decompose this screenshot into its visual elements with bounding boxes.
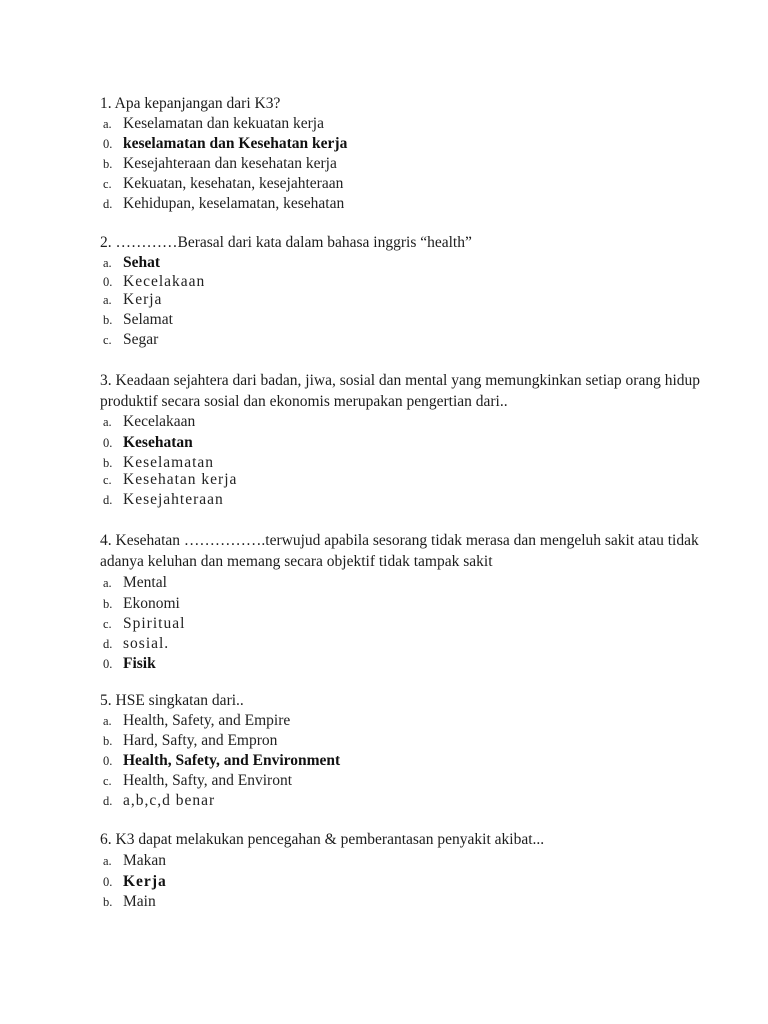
option-c	[100, 330, 720, 350]
question-3	[100, 370, 720, 510]
option-c	[100, 174, 720, 194]
option-text: Main	[123, 893, 156, 910]
option-text: Kerja	[123, 291, 163, 308]
option-text: Kesejahteraan dan kesehatan kerja	[123, 155, 337, 172]
option-text: Fisik	[123, 655, 156, 672]
option-text: Health, Safety, and Empire	[123, 712, 291, 729]
option-b	[100, 154, 720, 174]
option-c	[100, 470, 720, 490]
option-text: Kerja	[123, 873, 167, 890]
option-correct	[100, 654, 720, 674]
option-letter: a.	[103, 854, 112, 868]
option-b	[100, 892, 720, 912]
option-letter: b.	[103, 895, 113, 909]
option-text: Kecelakaan	[123, 273, 206, 290]
option-c	[100, 771, 720, 791]
question-6	[100, 829, 720, 912]
option-text: Kesejahteraan	[123, 491, 224, 508]
option-b	[100, 453, 720, 470]
option-letter: d.	[103, 794, 113, 808]
option-d	[100, 791, 720, 811]
option-letter: d.	[103, 637, 113, 651]
option-text: Health, Safety, and Environment	[123, 752, 341, 769]
option-a	[100, 572, 720, 594]
option-text: sosial.	[123, 635, 170, 652]
option-correct	[100, 872, 720, 892]
option-text: Kehidupan, keselamatan, kesehatan	[123, 195, 345, 212]
option-letter: a.	[103, 293, 112, 307]
question-text: 6. K3 dapat melakukan pencegahan & pemberantasan penyakit akibat...	[100, 831, 545, 848]
option-text: Hard, Safty, and Empron	[123, 732, 278, 749]
option-letter: 0.	[103, 436, 113, 450]
option-letter: c.	[103, 774, 112, 788]
option-letter: 0.	[103, 137, 113, 151]
option-text: a,b,c,d benar	[123, 792, 216, 809]
option-letter: a.	[103, 117, 112, 131]
question-text: 2. …………Berasal dari kata dalam bahasa inggris “health”	[100, 234, 472, 251]
option-correct	[100, 134, 720, 154]
option-b	[100, 594, 720, 614]
option-b	[100, 310, 720, 330]
question-text: 1. Apa kepanjangan dari K3?	[100, 95, 281, 112]
question-4	[100, 530, 720, 674]
option-0	[100, 273, 720, 290]
option-letter: b.	[103, 313, 113, 327]
option-d	[100, 634, 720, 654]
option-a	[100, 711, 720, 731]
option-letter: a.	[103, 415, 112, 429]
option-letter: a.	[103, 576, 112, 590]
option-text: Kekuatan, kesehatan, kesejahteraan	[123, 175, 344, 192]
option-text: Kecelakaan	[123, 413, 196, 430]
option-letter: 0.	[103, 754, 113, 768]
option-d	[100, 490, 720, 510]
question-text: 5. HSE singkatan dari..	[100, 692, 244, 709]
option-correct	[100, 253, 720, 273]
option-a	[100, 114, 720, 134]
option-letter: d.	[103, 493, 113, 507]
option-b	[100, 731, 720, 751]
option-text: Sehat	[123, 254, 161, 271]
option-a	[100, 850, 720, 872]
question-5	[100, 690, 720, 811]
option-letter: c.	[103, 473, 112, 487]
option-text: keselamatan dan Kesehatan kerja	[123, 135, 348, 152]
option-letter: a.	[103, 256, 112, 270]
option-text: Health, Safty, and Environt	[123, 772, 293, 789]
question-text: 3. Keadaan sejahtera dari badan, jiwa, sosial dan mental yang memungkinkan setiap orang hidup produktif secara sosial dan ekonomis merupakan pengertian dari..	[100, 372, 701, 410]
option-text: Segar	[123, 331, 159, 348]
option-letter: 0.	[103, 275, 113, 289]
option-letter: d.	[103, 197, 113, 211]
option-letter: b.	[103, 456, 113, 470]
option-text: Selamat	[123, 311, 173, 328]
option-letter: a.	[103, 714, 112, 728]
question-2	[100, 232, 720, 350]
option-text: Keselamatan dan kekuatan kerja	[123, 115, 324, 132]
option-a	[100, 290, 720, 310]
option-letter: c.	[103, 177, 112, 191]
option-text: Kesehatan kerja	[123, 471, 238, 488]
option-text: Keselamatan	[123, 454, 215, 471]
option-text: Kesehatan	[123, 434, 193, 451]
option-letter: b.	[103, 157, 113, 171]
option-text: Mental	[123, 574, 167, 591]
option-letter: b.	[103, 734, 113, 748]
option-correct	[100, 432, 720, 453]
option-letter: c.	[103, 333, 112, 347]
option-text: Ekonomi	[123, 595, 180, 612]
option-text: Spiritual	[123, 615, 186, 632]
option-letter: c.	[103, 617, 112, 631]
option-letter: b.	[103, 597, 113, 611]
option-d	[100, 194, 720, 214]
option-text: Makan	[123, 852, 167, 869]
option-a	[100, 412, 720, 432]
question-1	[100, 93, 720, 214]
option-letter: 0.	[103, 875, 113, 889]
option-letter: 0.	[103, 657, 113, 671]
question-text: 4. Kesehatan …………….terwujud apabila sesorang tidak merasa dan mengeluh sakit atau tidak adanya keluhan dan memang secara objektif tidak tampak sakit	[100, 532, 699, 570]
option-c	[100, 614, 720, 634]
option-correct	[100, 751, 720, 771]
